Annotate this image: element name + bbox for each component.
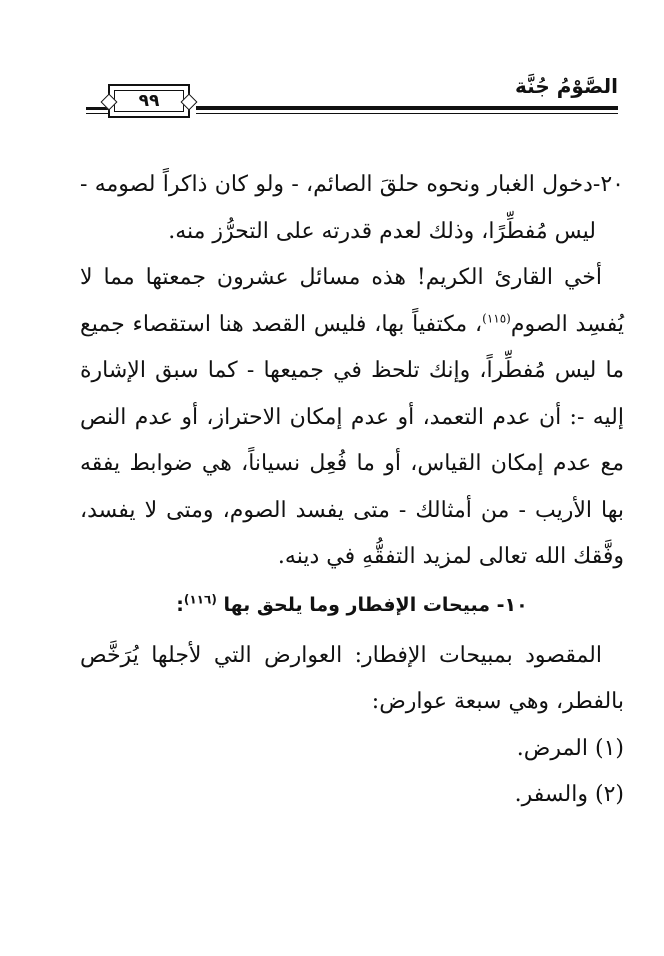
list-item: (١) المرض.: [516, 735, 624, 761]
issue-20-paragraph: ٢٠-دخول الغبار ونحوه حلقَ الصائم، - ولو كان ذاكراً لصومه - ليس مُفطِّرًا، وذلك لعدم قدرته على التحرُّز منه.: [80, 172, 624, 244]
header-rule-left-thin: [86, 113, 108, 114]
page-header: [86, 70, 618, 120]
footnote-ref-116[interactable]: (١١٦): [183, 592, 217, 607]
section-heading-colon: :: [176, 593, 184, 616]
section-heading-text: ١٠- مبيحات الإفطار وما يلحق بها: [223, 593, 528, 616]
header-rule-thin: [196, 113, 618, 114]
closing-text-end: ، مكتفياً بها، فليس القصد هنا استقصاء جميع ما ليس مُفطِّراً، وإنك تلحظ في جميعها - كما سبق الإشارة إليه -: أن عدم التعمد، أو عدم إمكان الاحتراز، أو عدم النص مع عدم إمكان القياس، أو ما فُعِل نسياناً، هي ضوابط يفقه بها الأريب - من أمثالك - متى يفسد الصوم، ومتى لا يفسد، وفَّقك الله تعالى لمزيد التفقُّهِ في دينه.: [80, 311, 624, 569]
page-body: [80, 162, 624, 819]
closing-text-start: أخي القارئ الكريم! هذه مسائل عشرون جمعتها مما لا يُفسِد الصوم: [80, 265, 624, 337]
closing-paragraph: [80, 255, 624, 581]
section-intro: المقصود بمبيحات الإفطار: العوارض التي لأجلها يُرَخَّص بالفطر، وهي سبعة عوارض:: [80, 642, 624, 714]
book-title: الصَّوْمُ جُنَّة: [515, 74, 618, 98]
list-item: (٢) والسفر.: [514, 782, 624, 807]
page-number: ٩٩: [138, 91, 160, 111]
header-rule-left: [86, 107, 108, 110]
page-number-frame: [108, 84, 190, 118]
header-rule: [196, 106, 618, 110]
footnote-ref-115[interactable]: (١١٥): [482, 311, 511, 326]
section-heading: [80, 583, 624, 627]
